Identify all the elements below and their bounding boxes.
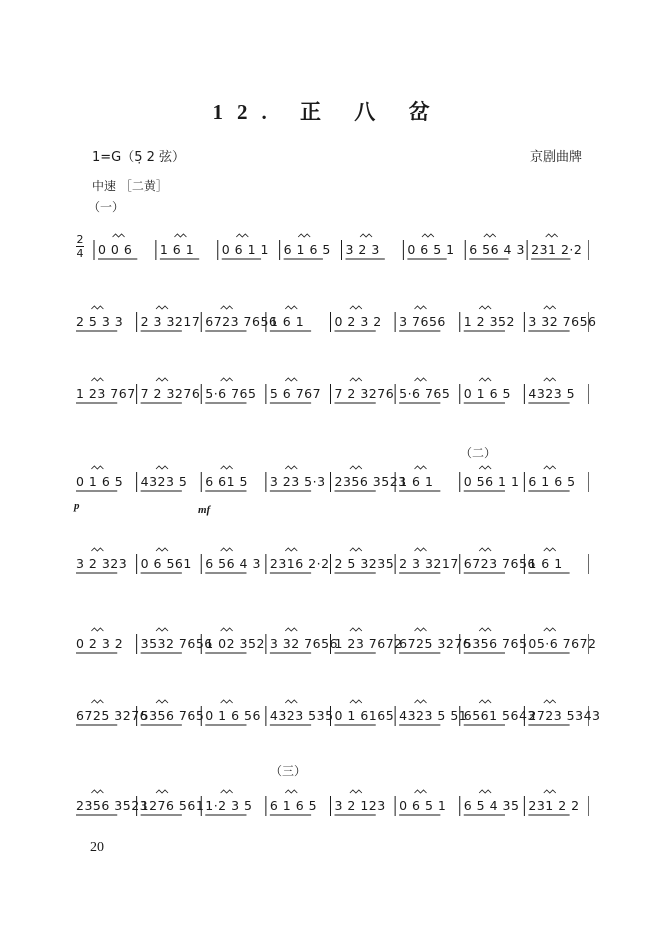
ornament-mark [285,466,297,469]
score-line [72,544,589,578]
measure: 1 23 767 [76,386,136,401]
ornament-mark [422,234,434,237]
ornament-mark [415,628,427,631]
measure: 1·2 3 5 [205,798,253,813]
measure: 0 1 6165 [334,708,395,723]
measure: 5·6 765 [205,386,257,401]
measure: 3 2 3 [345,242,380,257]
ornament-mark [544,628,556,631]
ornament-mark [91,378,103,381]
ornament-mark [113,234,125,237]
score-line [72,786,589,820]
measure: 1276 561 [140,798,205,813]
ornament-mark [350,378,362,381]
ornament-mark [546,234,558,237]
measure: 2316 2·2 [269,556,330,571]
time-signature-top: 2 [76,233,84,246]
measure: 1 23 7672 [334,636,403,651]
ornament-mark [236,234,248,237]
ornament-mark [415,466,427,469]
ornament-mark [479,628,491,631]
measure: 1 6 1 [528,556,563,571]
measure: 0 2 3 2 [76,636,124,651]
measure: 0 56 1 1 [463,474,520,489]
ornament-mark [484,234,496,237]
ornament-mark [221,700,233,703]
measure: 0 6 1 1 [221,242,269,257]
measure: 0 2 3 2 [334,314,382,329]
ornament-mark [544,790,556,793]
measure: 6723 7656 [463,556,536,571]
ornament-mark [156,790,168,793]
ornament-mark [479,548,491,551]
measure: 0 1 6 56 [205,708,261,723]
measure: 1 6 1 [159,242,195,257]
measure: 2 3 3217 [140,314,201,329]
ornament-mark [479,378,491,381]
ornament-mark [479,790,491,793]
ornament-mark [415,700,427,703]
measure: 6 56 4 3 [469,242,525,257]
ornament-mark [285,790,297,793]
ornament-mark [350,466,362,469]
score-line [72,696,601,730]
ornament-mark [415,306,427,309]
measure: 4323 5 [140,474,188,489]
measure: 0 1 6 5 [76,474,124,489]
ornament-mark [298,234,310,237]
measure: 7 2 3276 [140,386,201,401]
score-line [72,624,597,658]
ornament-mark [91,548,103,551]
measure: 3 2 123 [334,798,386,813]
ornament-mark [350,628,362,631]
ornament-mark [156,306,168,309]
measure: 0 0 6 [98,242,133,257]
measure: 5356 765 [463,636,528,651]
ornament-mark [544,466,556,469]
ornament-mark [415,378,427,381]
measure: 7 2 3276 [334,386,395,401]
score-line [72,302,597,336]
ornament-mark [156,378,168,381]
ornament-mark [174,234,186,237]
ornament-mark [479,700,491,703]
ornament-mark [91,700,103,703]
measure: 6 1 6 5 [269,798,318,813]
ornament-mark [415,790,427,793]
measure: 1 6 1 [399,474,434,489]
source-label: 京剧曲牌 [529,150,582,165]
ornament-mark [91,466,103,469]
ornament-mark [544,378,556,381]
measure: 4323 5 [528,386,576,401]
measure: 05·6 7672 [528,636,597,651]
measure: 6725 3276 [399,636,472,651]
ornament-mark [156,548,168,551]
ornament-mark [221,466,233,469]
dynamic-mf: mf [198,504,211,516]
measure: 6 1 6 5 [283,242,331,257]
measure: 3532 7656 [140,636,213,651]
ornament-mark [221,378,233,381]
measure: 3 2 323 [76,556,128,571]
ornament-mark [91,628,103,631]
key-signature: 1=G（5̣ 2 弦） [92,150,186,165]
measure: 2356 3523 [334,474,407,489]
measure: 5·6 765 [399,386,451,401]
ornament-mark [415,548,427,551]
ornament-mark [91,306,103,309]
measure: 3 7656 [399,314,446,329]
score-line [72,462,589,496]
tempo-mark: 中速 ［二黄］ [92,179,168,193]
measure: 2 3 3217 [399,556,459,571]
ornament-mark [285,548,297,551]
page-number: 20 [90,840,104,855]
ornament-mark [221,548,233,551]
measure: 6723 7656 [205,314,278,329]
measure: 6 56 4 3 [205,556,261,571]
ornament-mark [285,628,297,631]
measure: 0 6 5 1 [399,798,447,813]
measure: 2 5 3 3 [76,314,124,329]
ornament-mark [350,790,362,793]
ornament-mark [350,306,362,309]
measure: 5356 765 [140,708,205,723]
ornament-mark [544,306,556,309]
ornament-mark [350,548,362,551]
dynamic-p: p [74,500,80,512]
section-label-1: （一） [88,200,125,214]
ornament-mark [360,234,372,237]
ornament-mark [479,466,491,469]
measure: 4323 535 [269,708,334,723]
measure: 6 5 4 35 [463,798,520,813]
measure: 231 2 2 [528,798,580,813]
score-line [72,230,589,264]
measure: 6561 5643 [463,708,536,723]
ornament-mark [544,700,556,703]
measure: 2 5 3235 [334,556,395,571]
measure: 2723 5343 [528,708,601,723]
measure: 3 32 7656 [528,314,597,329]
ornament-mark [156,700,168,703]
section-label-2: （二） [460,446,497,460]
measure: 3 23 5·3 [269,474,326,489]
measure: 5 6 767 [269,386,322,401]
ornament-mark [479,306,491,309]
ornament-mark [285,700,297,703]
ornament-mark [221,628,233,631]
ornament-mark [91,790,103,793]
ornament-mark [350,700,362,703]
measure: 1 2 352 [463,314,515,329]
measure: 6 61 5 [205,474,249,489]
measure: 1 02 352 [205,636,265,651]
measure: 231 2·2 [531,242,583,257]
ornament-mark [221,306,233,309]
ornament-mark [156,466,168,469]
time-signature-bottom: 4 [76,247,84,260]
ornament-mark [544,548,556,551]
measure: 0 6 5 1 [407,242,455,257]
measure: 0 6 561 [140,556,192,571]
measure: 0 1 6 5 [463,386,511,401]
ornament-mark [285,306,297,309]
page-title: 12. 正 八 岔 [212,100,444,124]
section-label-3: （三） [270,764,307,778]
score-line [72,374,589,408]
measure: 2356 3523 [76,798,149,813]
measure: 1 6 1 [269,314,305,329]
ornament-mark [221,790,233,793]
ornament-mark [285,378,297,381]
measure: 6725 3276 [76,708,149,723]
measure: 6 1 6 5 [528,474,576,489]
ornament-mark [156,628,168,631]
measure: 3 32 7656 [269,636,338,651]
measure: 4323 5 51 [399,708,468,723]
